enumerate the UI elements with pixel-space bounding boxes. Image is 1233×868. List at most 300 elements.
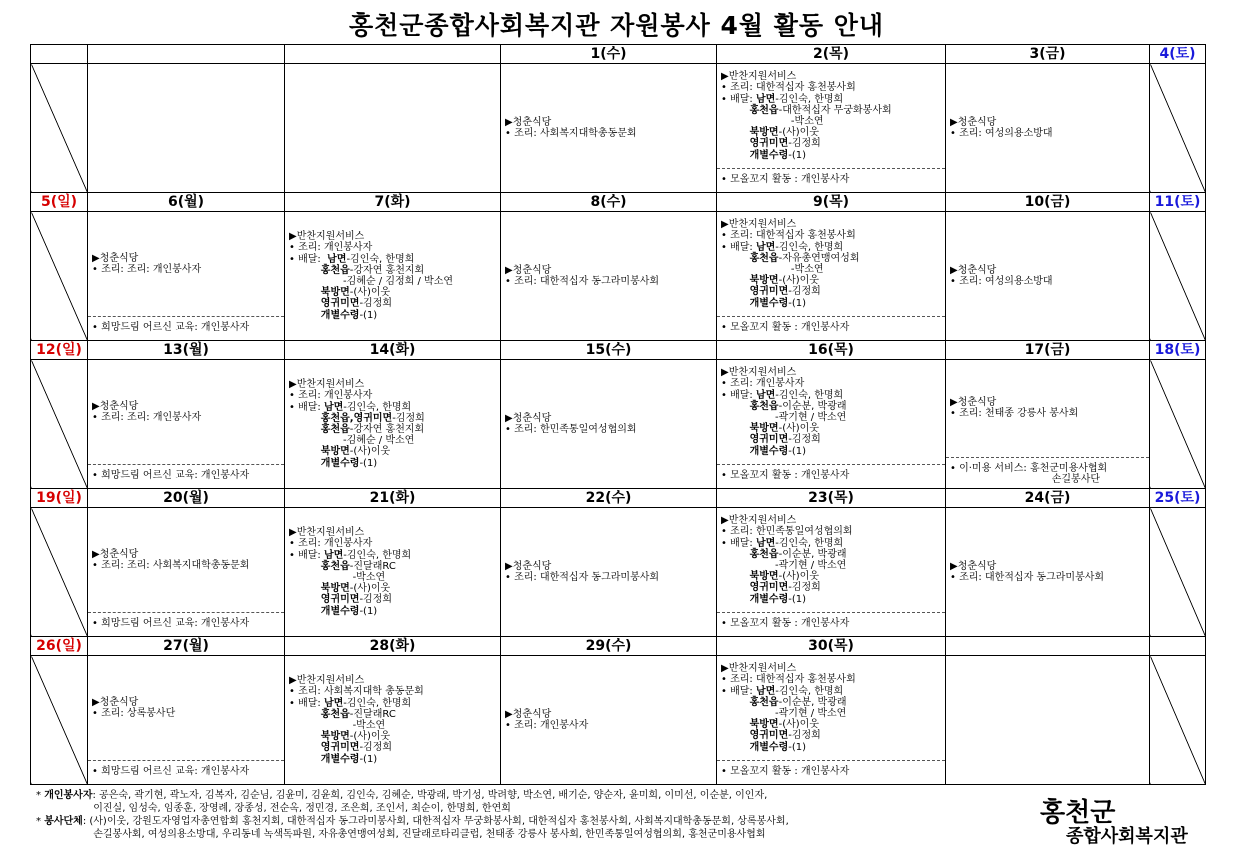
text-segment — [721, 697, 750, 708]
text-segment: -(사)이웃 — [349, 583, 391, 595]
region-label: 남면 — [755, 93, 776, 105]
day-cell — [285, 64, 501, 193]
text-segment: -(1) — [788, 445, 807, 457]
text-segment: • 조리: 사회복지대학총동문회 — [505, 128, 637, 139]
text-segment: -(사)이웃 — [778, 571, 819, 583]
activity-line — [721, 82, 941, 93]
text-segment: -(1) — [788, 593, 807, 605]
week-header-row — [31, 193, 1206, 212]
text-segment: • 조리: 조리: 개인봉사자 — [92, 264, 202, 275]
date-header-sun: 12(일) — [31, 341, 88, 360]
extra-activity — [88, 316, 284, 340]
region-label: 북방면 — [749, 275, 779, 287]
week-body-row — [31, 64, 1206, 193]
text-segment — [289, 310, 321, 321]
day-cell — [946, 508, 1150, 637]
date-header-mon: 6(월) — [88, 193, 285, 212]
text-segment: -김정희 — [788, 434, 821, 446]
activity-list — [501, 212, 716, 340]
activity-line — [721, 697, 941, 708]
text-segment: -김인숙, 한명희 — [343, 549, 412, 561]
region-label: 개별수령 — [320, 753, 360, 765]
extra-activity-line: • 희망드림 어르신 교육: 개인봉사자 — [92, 766, 250, 777]
week-header-row — [31, 489, 1206, 508]
activity-line — [289, 402, 496, 413]
activity-list — [946, 360, 1149, 457]
activity-line — [721, 594, 941, 605]
region-label: 홍천읍 — [749, 252, 779, 264]
text-segment — [721, 138, 750, 149]
day-cell — [501, 656, 717, 785]
text-segment: -이순분, 박광래 — [778, 696, 847, 708]
text-segment — [289, 265, 321, 276]
region-label: 개별수령 — [749, 149, 789, 161]
activity-line — [289, 435, 496, 446]
activity-line — [950, 276, 1145, 287]
text-segment: -김인숙, 한명희 — [775, 241, 844, 253]
day-cell — [946, 64, 1150, 193]
text-segment — [289, 287, 321, 298]
week-header-row — [31, 637, 1206, 656]
region-label: 홍천읍 — [320, 560, 350, 572]
week-header-row — [31, 341, 1206, 360]
day-cell — [717, 64, 946, 193]
day-cell — [285, 656, 501, 785]
activity-line — [950, 397, 1145, 408]
extra-activity-line: • 이·미용 서비스: 홍천군미용사협회 — [950, 462, 1108, 474]
activity-line — [721, 526, 941, 537]
text-segment — [289, 446, 321, 457]
empty-day-cell — [1150, 212, 1206, 341]
activity-line — [289, 561, 496, 572]
day-cell — [285, 212, 501, 341]
region-label: 북방면 — [749, 127, 779, 139]
text-segment: -김인숙, 한명희 — [346, 253, 415, 265]
date-header-sat — [1150, 637, 1206, 656]
empty-day-cell — [31, 212, 88, 341]
date-header-mon: 27(월) — [88, 637, 285, 656]
date-header-thu: 30(목) — [717, 637, 946, 656]
activity-line — [289, 276, 496, 287]
text-segment: ▶청춘식당 — [505, 116, 552, 128]
text-segment: • 조리: 조리: 사회복지대학총동문회 — [92, 560, 250, 571]
date-header-sun — [31, 45, 88, 64]
activity-line — [289, 606, 496, 617]
date-header-sat: 18(토) — [1150, 341, 1206, 360]
activity-line — [721, 434, 941, 445]
extra-activity-line: • 모올꼬지 활동 : 개인봉사자 — [721, 322, 850, 333]
text-segment: 이진실, 임성숙, 임종훈, 장영례, 장종성, 전순옥, 정민경, 조은희, 조인서, 최순이, 한명희, 한연희 — [36, 803, 511, 814]
text-segment: -박소연 — [721, 116, 824, 127]
day-cell — [946, 656, 1150, 785]
text-segment: -(사)이웃 — [778, 719, 819, 731]
text-segment: -(사)이웃 — [778, 423, 819, 435]
text-segment: -(사)이웃 — [778, 275, 819, 287]
activity-line — [92, 253, 280, 264]
region-label: 개별수령 — [320, 457, 360, 469]
logo-line2: 종합사회복지관 — [1066, 826, 1188, 847]
activity-line — [721, 230, 941, 241]
empty-day-cell — [1150, 656, 1206, 785]
day-cell — [501, 360, 717, 489]
text-segment: -강자연 홍천지회 — [349, 264, 425, 276]
text-segment: -(사)이웃 — [349, 731, 391, 743]
activity-line — [505, 720, 712, 731]
activity-list — [501, 64, 716, 192]
text-segment: 손길봉사회, 여성의용소방대, 우리동네 녹색독파원, 자유총연맹여성회, 진달래로타리클럽, 천태종 강릉사 봉사회, 한민족통일여성협의회, 홍천군미용사협회 — [36, 829, 766, 840]
text-segment — [289, 413, 321, 424]
date-header-tue — [285, 45, 501, 64]
text-segment: -진달래RC — [349, 560, 396, 572]
activity-line — [289, 731, 496, 742]
text-segment: • 조리: 상록봉사단 — [92, 708, 176, 719]
region-label: 북방면 — [320, 583, 350, 595]
region-label: 북방면 — [749, 423, 779, 435]
activity-line — [721, 242, 941, 253]
activity-list — [501, 656, 716, 784]
extra-activity-line: • 모올꼬지 활동 : 개인봉사자 — [721, 174, 850, 185]
extra-activity-line: • 모올꼬지 활동 : 개인봉사자 — [721, 470, 850, 481]
activity-line — [721, 253, 941, 264]
region-label: 봉사단체 — [44, 816, 83, 827]
region-label: 남면 — [755, 241, 776, 253]
text-segment: -이순분, 박광래 — [778, 548, 847, 560]
text-segment: ▶반찬지원서비스 — [721, 515, 797, 527]
region-label: 남면 — [755, 685, 776, 697]
activity-line — [721, 275, 941, 286]
day-cell — [501, 64, 717, 193]
activity-line — [289, 390, 496, 401]
text-segment: -(사)이웃 — [349, 446, 391, 458]
region-label: 북방면 — [749, 571, 779, 583]
date-header-mon: 20(월) — [88, 489, 285, 508]
activity-line — [289, 527, 496, 538]
activity-line — [289, 550, 496, 561]
date-header-thu: 16(목) — [717, 341, 946, 360]
region-label: 홍천읍 — [749, 104, 779, 116]
text-segment: -(1) — [788, 297, 807, 309]
activity-line — [289, 242, 496, 253]
activity-line — [721, 674, 941, 685]
day-cell — [285, 360, 501, 489]
text-segment — [289, 731, 321, 742]
region-label: 영귀미면 — [749, 730, 789, 742]
extra-activity — [88, 612, 284, 636]
day-cell — [88, 656, 285, 785]
text-segment: -김혜순 / 박소연 — [289, 435, 415, 447]
activity-line — [92, 697, 280, 708]
text-segment: ▶청춘식당 — [505, 264, 552, 276]
text-segment: • 배달: — [289, 253, 328, 265]
text-segment: -김인숙, 한명희 — [343, 697, 412, 709]
week-body-row — [31, 656, 1206, 785]
region-label: 남면 — [323, 549, 344, 561]
activity-line — [289, 287, 496, 298]
text-segment — [721, 730, 750, 741]
text-segment — [721, 286, 750, 297]
text-segment: -김혜순 / 김정희 / 박소연 — [289, 276, 454, 287]
activity-line — [721, 549, 941, 560]
week-body-row — [31, 508, 1206, 637]
extra-activity-line: • 희망드림 어르신 교육: 개인봉사자 — [92, 618, 250, 629]
activity-line — [289, 265, 496, 276]
text-segment: -진달래RC — [349, 708, 396, 720]
note-line — [36, 802, 1036, 815]
activity-line — [721, 286, 941, 297]
activity-line — [289, 413, 496, 424]
activity-list — [285, 360, 500, 488]
text-segment: -김인숙, 한명희 — [775, 537, 844, 549]
week-header-row — [31, 45, 1206, 64]
text-segment: ▶청춘식당 — [92, 252, 139, 264]
day-cell — [88, 64, 285, 193]
text-segment: ▶청춘식당 — [505, 708, 552, 720]
activity-line — [505, 128, 712, 139]
extra-activity — [88, 464, 284, 488]
date-header-wed: 1(수) — [501, 45, 717, 64]
region-label: 홍천읍 — [320, 264, 350, 276]
date-header-tue: 14(화) — [285, 341, 501, 360]
text-segment — [721, 423, 750, 434]
activity-list — [717, 656, 945, 760]
activity-line — [92, 264, 280, 275]
activity-calendar — [30, 44, 1206, 785]
region-label: 홍천읍 — [749, 400, 779, 412]
week-body-row — [31, 360, 1206, 489]
region-label: 개별수령 — [320, 309, 360, 321]
text-segment: -(1) — [788, 149, 807, 161]
text-segment: -(사)이웃 — [349, 287, 391, 299]
activity-line — [721, 298, 941, 309]
text-segment: • 조리: 대한적십자 홍천봉사회 — [721, 674, 856, 686]
text-segment: • 조리: 대한적십자 홍천봉사회 — [721, 82, 856, 94]
activity-line — [721, 116, 941, 127]
text-segment: ▶청춘식당 — [92, 548, 139, 560]
activity-line — [92, 708, 280, 719]
date-header-tue: 7(화) — [285, 193, 501, 212]
text-segment — [721, 549, 750, 560]
activity-line — [950, 265, 1145, 276]
date-header-thu: 9(목) — [717, 193, 946, 212]
activity-line — [721, 150, 941, 161]
text-segment — [721, 594, 750, 605]
text-segment: -곽기현 / 박소연 — [721, 412, 847, 423]
text-segment: -김정희 — [359, 298, 393, 310]
date-header-sat: 4(토) — [1150, 45, 1206, 64]
activity-line — [721, 94, 941, 105]
text-segment: -박소연 — [289, 572, 386, 583]
date-header-sun: 19(일) — [31, 489, 88, 508]
text-segment — [289, 298, 321, 309]
activity-line — [289, 686, 496, 697]
extra-activity-line: • 희망드림 어르신 교육: 개인봉사자 — [92, 470, 250, 481]
text-segment: -김인숙, 한명희 — [343, 401, 412, 413]
text-segment: ▶청춘식당 — [505, 412, 552, 424]
text-segment — [721, 446, 750, 457]
extra-activity — [717, 168, 945, 192]
text-segment: • 배달: — [289, 697, 324, 709]
activity-line — [950, 561, 1145, 572]
text-segment: : 공은숙, 곽기현, 곽노자, 김복자, 김순님, 김윤미, 김윤희, 김인숙, 김혜순, 박광래, 박기성, 박려향, 박소연, 배기순, 양순자, 윤미희, 이미선, 이순분, 이인자, — [92, 790, 768, 801]
text-segment: • 조리: 대한적십자 홍천봉사회 — [721, 230, 856, 242]
activity-line — [721, 71, 941, 82]
text-segment: • 조리: 사회복지대학 총동문회 — [289, 686, 424, 698]
text-segment: ▶반찬지원서비스 — [721, 663, 797, 675]
activity-list — [88, 64, 284, 192]
text-segment — [721, 275, 750, 286]
activity-line — [289, 742, 496, 753]
region-label: 개별수령 — [749, 593, 789, 605]
text-segment: • 조리: 대한적십자 동그라미봉사회 — [505, 572, 660, 583]
activity-line — [289, 572, 496, 583]
activity-list — [88, 508, 284, 612]
activity-line — [92, 549, 280, 560]
activity-line — [289, 720, 496, 731]
text-segment: -곽기현 / 박소연 — [721, 560, 847, 571]
activity-line — [721, 663, 941, 674]
text-segment: ▶청춘식당 — [950, 116, 997, 128]
logo-line1: 홍천군 — [1040, 798, 1116, 828]
region-label: 영귀미면 — [320, 298, 360, 310]
text-segment: • 배달: — [721, 537, 756, 549]
extra-activity-line: • 모올꼬지 활동 : 개인봉사자 — [721, 766, 850, 777]
text-segment — [289, 561, 321, 572]
text-segment — [289, 424, 321, 435]
activity-list — [88, 212, 284, 316]
text-segment: -(1) — [788, 741, 807, 753]
text-segment: -김정희 — [359, 742, 393, 754]
text-segment: -김정희 — [788, 138, 821, 150]
activity-line — [289, 538, 496, 549]
date-header-sat: 25(토) — [1150, 489, 1206, 508]
date-header-sat: 11(토) — [1150, 193, 1206, 212]
text-segment — [721, 571, 750, 582]
text-segment: ▶반찬지원서비스 — [289, 231, 365, 243]
empty-day-cell — [1150, 64, 1206, 193]
activity-line — [505, 276, 712, 287]
text-segment: ▶반찬지원서비스 — [289, 527, 365, 539]
activity-line — [289, 709, 496, 720]
activity-line — [289, 231, 496, 242]
text-segment — [721, 127, 750, 138]
text-segment: -강자연 홍천지회 — [349, 424, 425, 435]
text-segment: • 조리: 대한적십자 동그라미봉사회 — [950, 572, 1105, 583]
extra-activity — [88, 760, 284, 784]
extra-activity — [717, 316, 945, 340]
text-segment: -박소연 — [289, 720, 386, 731]
activity-line — [721, 571, 941, 582]
activity-line — [721, 582, 941, 593]
region-label: 영귀미면 — [749, 582, 789, 594]
day-cell — [285, 508, 501, 637]
region-label: 홍천읍 — [749, 548, 779, 560]
activity-list — [946, 64, 1149, 192]
text-segment: -자유총연맹여성회 — [778, 252, 860, 264]
region-label: 홍천읍,영귀미면 — [320, 412, 393, 424]
activity-list — [501, 508, 716, 636]
day-cell — [88, 212, 285, 341]
text-segment — [721, 434, 750, 445]
text-segment — [289, 594, 321, 605]
extra-activity — [717, 612, 945, 636]
text-segment: ▶반찬지원서비스 — [289, 675, 365, 687]
text-segment: -김정희 — [788, 582, 821, 594]
empty-day-cell — [31, 656, 88, 785]
text-segment — [721, 253, 750, 264]
activity-list — [285, 64, 500, 192]
text-segment: • 배달: — [721, 685, 756, 697]
text-segment: -(1) — [359, 457, 378, 469]
activity-line — [950, 117, 1145, 128]
activity-line — [721, 423, 941, 434]
region-label: 북방면 — [749, 719, 779, 731]
date-header-fri: 10(금) — [946, 193, 1150, 212]
text-segment: • 조리: 개인봉사자 — [505, 720, 589, 731]
activity-line — [505, 561, 712, 572]
region-label: 홍천읍 — [749, 696, 779, 708]
region-label: 홍천읍 — [320, 708, 350, 720]
text-segment — [289, 709, 321, 720]
text-segment: • 배달: — [289, 549, 324, 561]
activity-list — [717, 508, 945, 612]
activity-line — [721, 401, 941, 412]
date-header-tue: 28(화) — [285, 637, 501, 656]
date-header-thu: 23(목) — [717, 489, 946, 508]
text-segment — [289, 606, 321, 617]
region-label: 남면 — [323, 401, 344, 413]
volunteer-notes — [36, 789, 1036, 841]
activity-list — [88, 360, 284, 464]
activity-list — [88, 656, 284, 760]
date-header-wed: 22(수) — [501, 489, 717, 508]
activity-line — [289, 754, 496, 765]
text-segment: -이순분, 박광래 — [778, 400, 847, 412]
day-cell — [501, 508, 717, 637]
week-body-row — [31, 212, 1206, 341]
text-segment — [721, 298, 750, 309]
text-segment: ▶청춘식당 — [92, 400, 139, 412]
text-segment: ▶청춘식당 — [92, 696, 139, 708]
activity-line — [289, 298, 496, 309]
extra-activity-line: 손길봉사단 — [950, 473, 1101, 485]
text-segment: • 조리: 조리: 개인봉사자 — [92, 412, 202, 423]
region-label: 영귀미면 — [320, 742, 360, 754]
activity-line — [505, 117, 712, 128]
activity-list — [717, 212, 945, 316]
text-segment: -김인숙, 한명희 — [775, 93, 844, 105]
activity-line — [289, 310, 496, 321]
activity-line — [721, 390, 941, 401]
text-segment — [289, 583, 321, 594]
day-cell — [717, 656, 946, 785]
activity-line — [92, 401, 280, 412]
text-segment: • 조리: 여성의용소방대 — [950, 276, 1053, 287]
text-segment — [721, 719, 750, 730]
activity-line — [721, 515, 941, 526]
activity-list — [501, 360, 716, 488]
date-header-wed: 29(수) — [501, 637, 717, 656]
activity-line — [950, 572, 1145, 583]
date-header-sun: 5(일) — [31, 193, 88, 212]
activity-line — [721, 560, 941, 571]
region-label: 남면 — [327, 253, 347, 265]
text-segment: • 배달: — [721, 241, 756, 253]
date-header-fri: 17(금) — [946, 341, 1150, 360]
activity-line — [289, 458, 496, 469]
activity-line — [289, 446, 496, 457]
text-segment: ▶청춘식당 — [950, 264, 997, 276]
text-segment: • 조리: 천태종 강릉사 봉사회 — [950, 408, 1079, 420]
